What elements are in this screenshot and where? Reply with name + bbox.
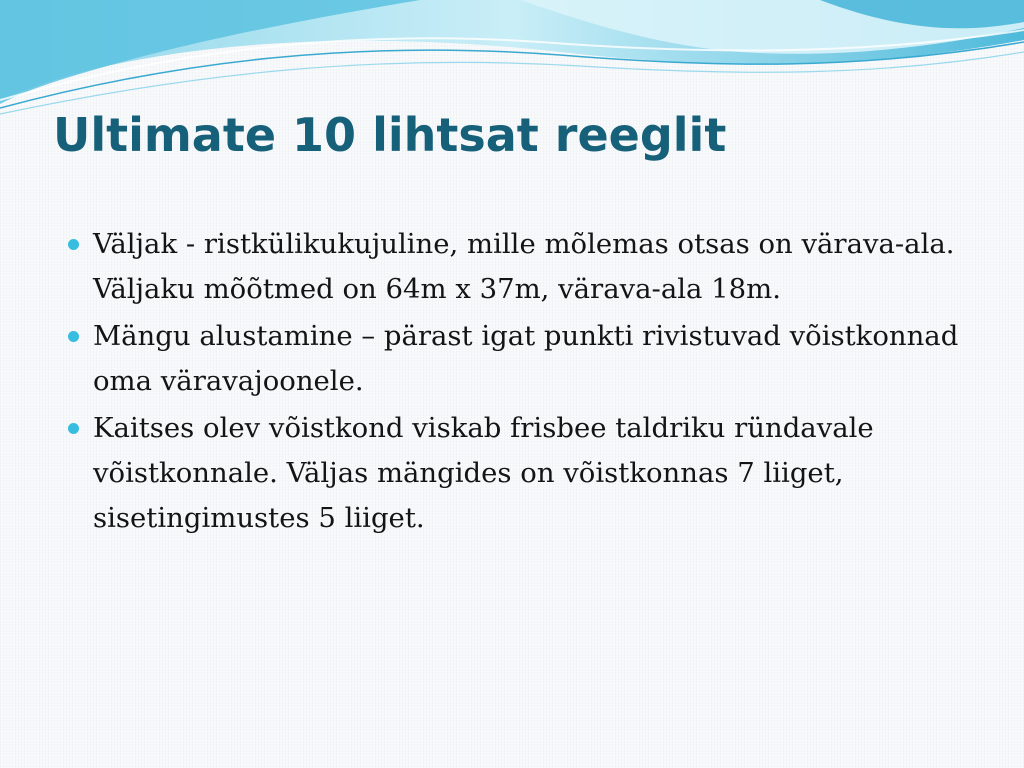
bullet-dot-icon [68,423,79,434]
bullet-item [64,314,979,404]
bullet-dot-icon [68,331,79,342]
slide-title: Ultimate 10 lihtsat reeglit [53,108,727,162]
bullet-dot-icon [68,239,79,250]
bullet-item [64,222,979,312]
bullet-text: Väljak - ristkülikukujuline, mille mõlemas otsas on värava-ala. Väljaku mõõtmed on 64m x 37m, värava-ala 18m. [93,228,955,305]
bullet-text: Kaitses olev võistkond viskab frisbee taldriku ründavale võistkonnale. Väljas mängides on võistkonnas 7 liiget, sisetingimustes 5 liiget. [93,412,874,534]
bullet-list [64,222,979,543]
bullet-text: Mängu alustamine – pärast igat punkti rivistuvad võistkonnad oma väravajoonele. [93,320,959,397]
bullet-item [64,406,979,541]
